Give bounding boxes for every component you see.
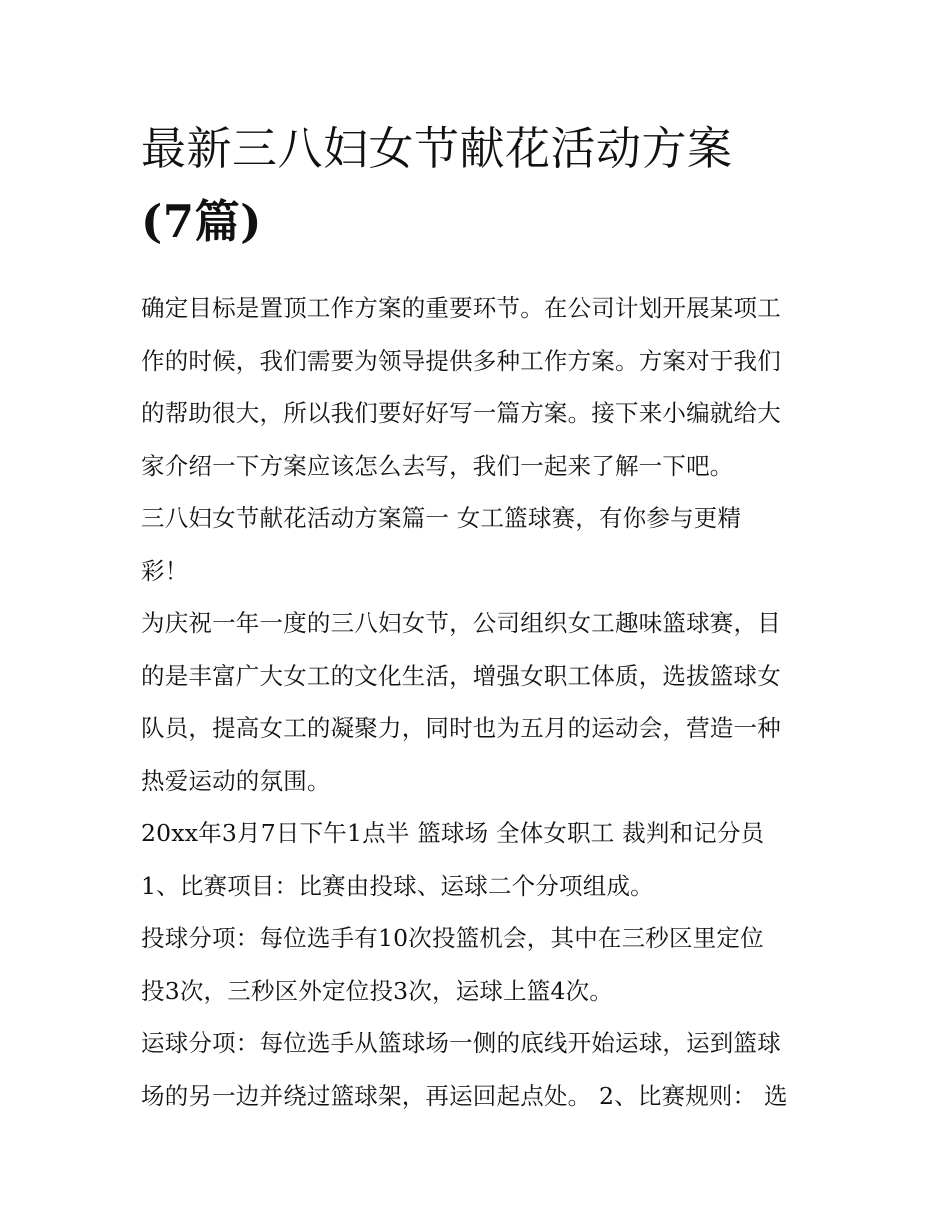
dribbling-paragraph [141,1017,813,1122]
text-line: 20xx年3月7日下午1点半 篮球场 全体女职工 裁判和记分员 [141,819,765,847]
text-line: 投3次，三秒区外定位投3次，运球上篮4次。 [141,976,614,1005]
text-line: 彩！ [141,556,189,585]
purpose-paragraph [141,597,813,807]
event-items-paragraph [141,860,813,913]
text-line: 的帮助很大，所以我们要好好写一篇方案。接下来小编就给大 [141,399,781,427]
text-line: 运球分项：每位选手从篮球场一侧的底线开始运球，运到篮球 [141,1029,781,1057]
text-line: 队员，提高女工的凝聚力，同时也为五月的运动会，营造一种 [141,714,781,742]
section-heading-paragraph [141,492,813,597]
text-line: 的是丰富广大女工的文化生活，增强女职工体质，选拔篮球女 [141,661,781,690]
text-line: 作的时候，我们需要为领导提供多种工作方案。方案对于我们 [141,346,781,375]
title-line-1: 最新三八妇女节献花活动方案 [141,122,733,175]
intro-paragraph [141,282,813,492]
text-line: 家介绍一下方案应该怎么去写，我们一起来了解一下吧。 [141,451,734,480]
text-line: 确定目标是置顶工作方案的重要环节。在公司计划开展某项工 [141,294,781,322]
text-line: 1、比赛项目：比赛由投球、运球二个分项组成。 [141,871,654,900]
text-line: 投球分项：每位选手有10次投篮机会，其中在三秒区里定位 [141,924,764,952]
document-content [141,112,813,1122]
document-title [141,112,813,258]
text-line: 热爱运动的氛围。 [141,766,331,795]
title-line-2: (7篇) [141,195,262,248]
shooting-paragraph [141,912,813,1017]
text-line: 场的另一边并绕过篮球架，再运回起点处。 2、比赛规则： 选 [141,1081,788,1110]
text-line: 三八妇女节献花活动方案篇一 女工篮球赛，有你参与更精 [141,504,742,532]
time-place-paragraph [141,807,813,860]
text-line: 为庆祝一年一度的三八妇女节，公司组织女工趣味篮球赛，目 [141,609,781,637]
